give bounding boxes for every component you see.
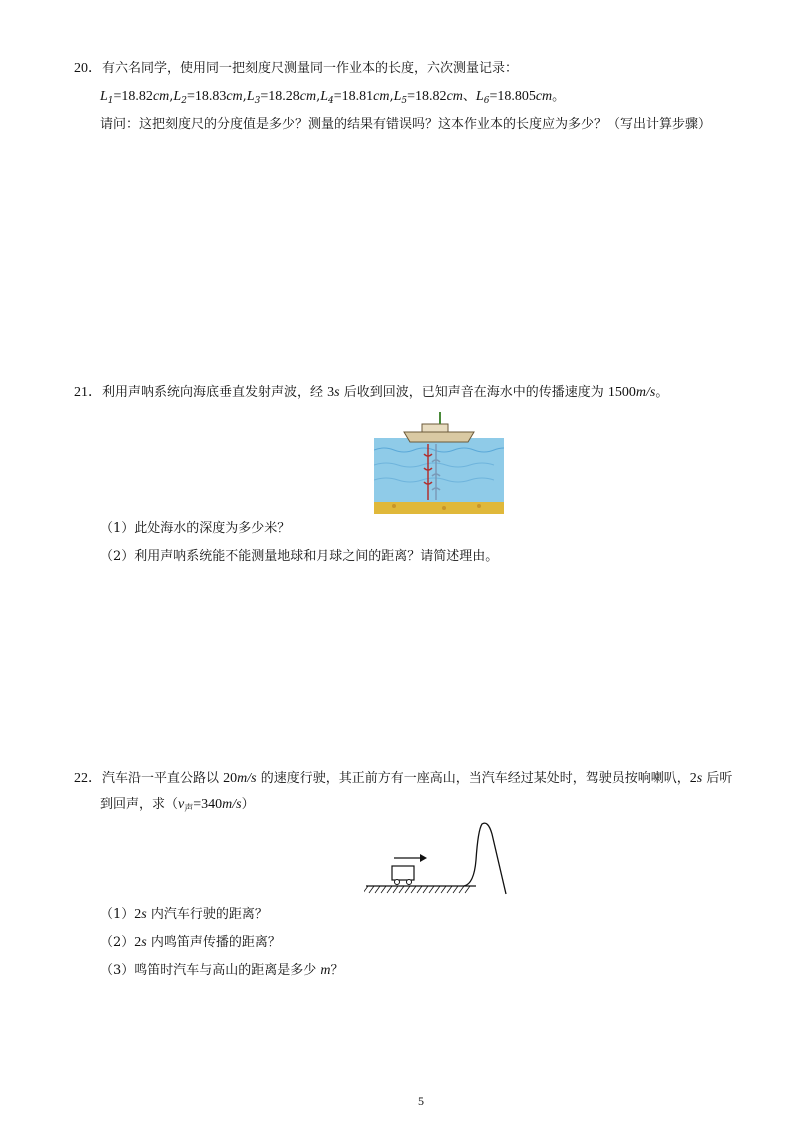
velocity-arrow-head: [420, 854, 427, 862]
q22-sub2-num: 2: [134, 935, 142, 950]
q21-stem-a: 利用声呐系统向海底垂直发射声波，经: [102, 385, 328, 400]
ship-hull: [404, 432, 474, 442]
q22-stem-c: 后听: [702, 771, 733, 786]
q21-sub2: （2）利用声呐系统能不能测量地球和月球之间的距离？请简述理由。: [100, 549, 499, 564]
q22-sub3-a: （3）鸣笛时汽车与高山的距离是多少: [100, 963, 321, 978]
seabed: [374, 502, 504, 514]
q22-stem-b: 的速度行驶，其正前方有一座高山，当汽车经过某处时，驾驶员按响喇叭，: [256, 771, 690, 786]
hatch-mark: [405, 886, 410, 893]
hatch-mark: [399, 886, 404, 893]
measurement-separator: ,: [242, 89, 247, 104]
hatch-mark: [393, 886, 398, 893]
hatch-mark: [369, 886, 374, 893]
hatch-mark: [417, 886, 422, 893]
hatch-mark: [423, 886, 428, 893]
measurement-unit: cm: [373, 89, 390, 104]
q22-speed: 20: [223, 771, 238, 786]
q22-sub3: [100, 962, 344, 980]
measurement-separator: ,: [389, 89, 394, 104]
q22-speed-unit: m/s: [237, 771, 257, 786]
hatch-mark: [375, 886, 380, 893]
measurement-item: [394, 89, 476, 104]
measurement-subscript: 2: [181, 96, 187, 106]
q22-sub1-b: 内汽车行驶的距离？: [146, 907, 268, 922]
car-wheel: [407, 880, 412, 885]
q20-question: 请问：这把刻度尺的分度值是多少？测量的结果有错误吗？这本作业本的长度应为多少？（写出计算步骤）: [100, 117, 712, 132]
q22-sub1-unit: s: [141, 907, 147, 922]
measurement-unit: cm: [446, 89, 463, 104]
q20-stem-text: 有六名同学，使用同一把刻度尺测量同一作业本的长度，六次测量记录：: [102, 61, 519, 76]
q22-sub2-unit: s: [141, 935, 147, 950]
q22-sub2-a: （2）: [100, 935, 135, 950]
measurement-symbol: L: [475, 89, 484, 104]
q22-sub3-unit: m: [320, 963, 331, 978]
measurement-value: =18.81: [333, 89, 374, 104]
q22-sub2: [100, 934, 281, 952]
hatch-mark: [411, 886, 416, 893]
measurement-symbol: L: [173, 89, 182, 104]
q22-stem-a: 汽车沿一平直公路以: [102, 771, 224, 786]
hatch-mark: [441, 886, 446, 893]
q22-sub1: [100, 906, 268, 924]
q22-time: 2: [689, 771, 697, 786]
q22-v-subscript: 声: [184, 804, 194, 814]
q22-stem: [74, 770, 732, 788]
hatch-mark: [459, 886, 464, 893]
measurement-value: =18.82: [113, 89, 153, 104]
q20-stem: [74, 60, 518, 78]
q22-time-unit: s: [696, 771, 703, 786]
measurement-item: [100, 89, 173, 104]
measurement-item: [476, 89, 565, 104]
measurement-separator: 。: [552, 89, 566, 104]
q21-number: 21．: [74, 385, 102, 400]
measurement-symbol: L: [246, 89, 255, 104]
seabed-pebble: [442, 506, 446, 510]
hatch-mark: [447, 886, 452, 893]
q21-sub1: （1）此处海水的深度为多少米？: [100, 521, 291, 536]
measurement-item: [320, 89, 393, 104]
hatch-mark: [387, 886, 392, 893]
measurement-symbol: L: [320, 89, 329, 104]
ground-hatching: [364, 886, 470, 893]
q22-sound-speed: =340: [193, 797, 223, 812]
hatch-mark: [435, 886, 440, 893]
measurement-unit: cm: [299, 89, 317, 104]
measurement-unit: cm: [152, 89, 170, 104]
seabed-pebble: [392, 504, 396, 508]
measurement-separator: ,: [316, 89, 321, 104]
q21-time-unit: s: [334, 385, 340, 400]
q22-sub1-num: 2: [134, 907, 142, 922]
car-body: [392, 866, 414, 880]
q22-number: 22．: [74, 771, 102, 786]
measurement-value: =18.82: [407, 89, 447, 104]
q21-stem-end: 。: [655, 385, 669, 400]
car-wheel: [395, 880, 400, 885]
measurement-separator: ,: [169, 89, 174, 104]
mountain-outline: [464, 823, 506, 894]
q22-stem-line2: [100, 796, 255, 818]
q22-sub2-b: 内鸣笛声传播的距离？: [146, 935, 281, 950]
q21-speed: 1500: [607, 385, 636, 400]
q22-line2-end: ）: [241, 797, 255, 812]
q22-sub1-a: （1）: [100, 907, 135, 922]
seabed-pebble: [477, 504, 481, 508]
measurement-symbol: L: [100, 89, 108, 104]
q20-number: 20．: [74, 61, 102, 76]
hatch-mark: [364, 886, 368, 893]
measurement-subscript: 5: [401, 96, 408, 106]
measurement-subscript: 4: [328, 96, 334, 106]
hatch-mark: [465, 886, 470, 893]
hatch-mark: [429, 886, 434, 893]
measurement-separator: 、: [462, 89, 476, 104]
measurement-item: [247, 89, 320, 104]
hatch-mark: [381, 886, 386, 893]
q20-measurements: [100, 88, 565, 110]
measurement-unit: cm: [226, 89, 243, 104]
q21-speed-unit: m/s: [635, 385, 656, 400]
page-number: 5: [418, 1094, 424, 1108]
q22-line2-a: 到回声，求（: [100, 797, 179, 812]
measurement-subscript: 3: [254, 96, 261, 106]
q21-stem: [74, 384, 668, 402]
sonar-ship-illustration: [374, 410, 504, 514]
q22-sub3-b: ？: [330, 963, 344, 978]
measurement-subscript: 6: [483, 96, 490, 106]
measurement-value: =18.28: [260, 89, 300, 104]
measurement-symbol: L: [393, 89, 402, 104]
q22-v-symbol: v: [178, 797, 185, 812]
car-mountain-diagram: [364, 820, 514, 898]
q22-sound-unit: m/s: [222, 797, 242, 812]
measurement-item: [173, 89, 246, 104]
measurement-subscript: 1: [107, 96, 114, 106]
q21-stem-b: 后收到回波，已知声音在海水中的传播速度为: [339, 385, 608, 400]
measurement-value: =18.83: [186, 89, 227, 104]
ship-cabin: [422, 424, 448, 432]
q21-time: 3: [327, 385, 335, 400]
measurement-value: =18.805: [489, 89, 536, 104]
hatch-mark: [453, 886, 458, 893]
measurement-unit: cm: [535, 89, 553, 104]
